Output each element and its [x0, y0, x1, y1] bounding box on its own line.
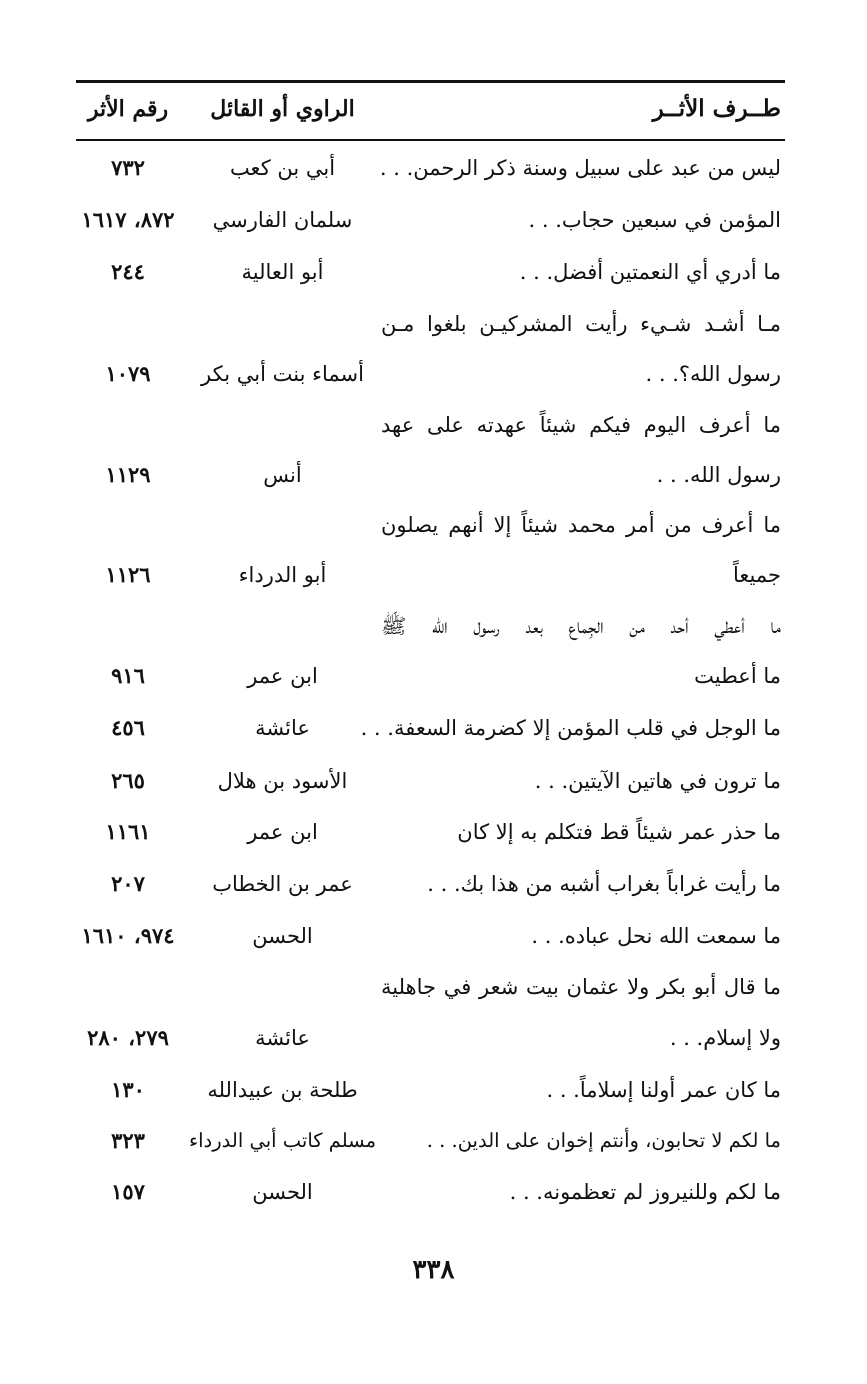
row-number: ٨٧٢، ١٦١٧ — [81, 207, 175, 232]
row-text: ما رأيت غراباً بغراب أشبه من هذا بك. . . — [427, 872, 781, 896]
row-text: ما أعرف من أمر محمد شيئاً إلا أنهم يصلون — [381, 513, 781, 537]
row-text: ما لكم وللنيروز لم تعظمونه. . . — [509, 1180, 781, 1204]
row-number: ٩١٦ — [111, 663, 145, 688]
row-narrator — [180, 505, 385, 545]
table-header — [76, 89, 785, 129]
header-narrator: الراوي أو القائل — [210, 96, 355, 122]
row-number: ١٠٧٩ — [105, 361, 151, 386]
row-narrator — [180, 405, 385, 445]
table-row — [76, 252, 785, 292]
row-text: ليس من عبد على سبيل وسنة ذكر الرحمن. . . — [379, 156, 781, 180]
row-number — [68, 304, 188, 344]
table-row — [76, 812, 785, 852]
row-narrator: الحسن — [252, 1180, 313, 1204]
table-row — [76, 354, 785, 394]
row-narrator: الأسود بن هلال — [217, 769, 348, 793]
row-narrator: مسلم كاتب أبي الدرداء — [188, 1129, 377, 1152]
table-row — [76, 864, 785, 904]
table-row — [76, 916, 785, 956]
row-narrator: الحسن — [252, 924, 313, 948]
row-text: ما سمعت الله نحل عباده. . . — [531, 924, 781, 948]
row-narrator — [180, 967, 385, 1007]
table-row — [76, 1121, 785, 1161]
row-number: ٤٥٦ — [111, 715, 145, 740]
row-narrator: عائشة — [255, 716, 310, 740]
row-number: ١١٦١ — [105, 819, 151, 844]
row-narrator: طلحة بن عبيدالله — [207, 1078, 358, 1102]
row-text: ما كان عمر أولنا إسلاماً. . . — [546, 1078, 781, 1102]
row-text: ما قال أبو بكر ولا عثمان بيت شعر في جاهلية — [381, 975, 781, 999]
row-number: ٣٢٣ — [111, 1128, 145, 1153]
table-row — [76, 967, 785, 1007]
row-text: ما أعطي أحد من الجِماع بعد رسول الله ﷺ — [381, 614, 781, 638]
row-number — [68, 505, 188, 545]
header-number: رقم الأثر — [87, 96, 169, 122]
row-narrator: سلمان الفارسي — [212, 208, 353, 232]
table-row — [76, 761, 785, 801]
row-text: ما الوجل في قلب المؤمن إلا كضرمة السعفة. . . — [360, 716, 781, 740]
row-text: مـا أشـد شـيء رأيت المشركيـن بلغوا مـن — [381, 312, 781, 336]
row-text: ما أدري أي النعمتين أفضل. . . — [519, 260, 781, 284]
row-number: ١١٢٦ — [105, 562, 151, 587]
row-number: ١٣٠ — [111, 1077, 145, 1102]
row-text: ولا إسلام. . . — [669, 1026, 781, 1050]
row-text: ما لكم لا تحابون، وأنتم إخوان على الدين. . . — [426, 1129, 781, 1152]
row-number — [68, 405, 188, 445]
row-narrator: عائشة — [255, 1026, 310, 1050]
table-row — [76, 606, 785, 646]
table-row — [76, 200, 785, 240]
row-text: ما حذر عمر شيئاً قط فتكلم به إلا كان — [457, 820, 781, 844]
table-row — [76, 555, 785, 595]
row-text: المؤمن في سبعين حجاب. . . — [528, 208, 781, 232]
row-text: رسول الله؟. . . — [645, 362, 781, 386]
table-row — [76, 304, 785, 344]
row-number: ٢٧٩، ٢٨٠ — [87, 1025, 169, 1050]
row-narrator: ابن عمر — [247, 664, 318, 688]
page-number: ٣٣٨ — [412, 1255, 455, 1285]
row-narrator: عمر بن الخطاب — [212, 872, 353, 896]
table-row — [76, 148, 785, 188]
row-narrator: أبي بن كعب — [229, 156, 336, 180]
row-text: جميعاً — [733, 563, 781, 587]
row-number: ٩٧٤، ١٦١٠ — [81, 923, 175, 948]
table-row — [76, 455, 785, 495]
row-number: ٧٣٢ — [111, 155, 145, 180]
table-row — [76, 656, 785, 696]
row-number — [68, 967, 188, 1007]
row-text: رسول الله. . . — [656, 463, 781, 487]
header-rule — [76, 139, 785, 141]
row-narrator: ابن عمر — [247, 820, 318, 844]
table-row — [76, 708, 785, 748]
row-narrator: أبو الدرداء — [238, 563, 327, 587]
row-narrator: أنس — [263, 463, 302, 487]
table-row — [76, 1018, 785, 1058]
table-row — [76, 1070, 785, 1110]
row-narrator: أسماء بنت أبي بكر — [201, 362, 364, 386]
row-narrator — [180, 606, 385, 646]
header-text: طــرف الأثــر — [652, 95, 781, 122]
row-text: ما أعطيت — [694, 664, 781, 688]
row-number: ١٥٧ — [111, 1179, 145, 1204]
row-text: ما ترون في هاتين الآيتين. . . — [534, 769, 781, 793]
table-row — [76, 1172, 785, 1212]
table-row — [76, 405, 785, 445]
row-narrator — [180, 304, 385, 344]
row-narrator: أبو العالية — [241, 260, 324, 284]
row-number: ٢٤٤ — [111, 259, 145, 284]
top-rule — [76, 80, 785, 83]
table-row — [76, 505, 785, 545]
row-text: ما أعرف اليوم فيكم شيئاً عهدته على عهد — [381, 413, 781, 437]
row-number: ٢٦٥ — [111, 768, 145, 793]
row-number — [68, 606, 188, 646]
row-number: ١١٢٩ — [105, 462, 151, 487]
row-number: ٢٠٧ — [111, 871, 145, 896]
